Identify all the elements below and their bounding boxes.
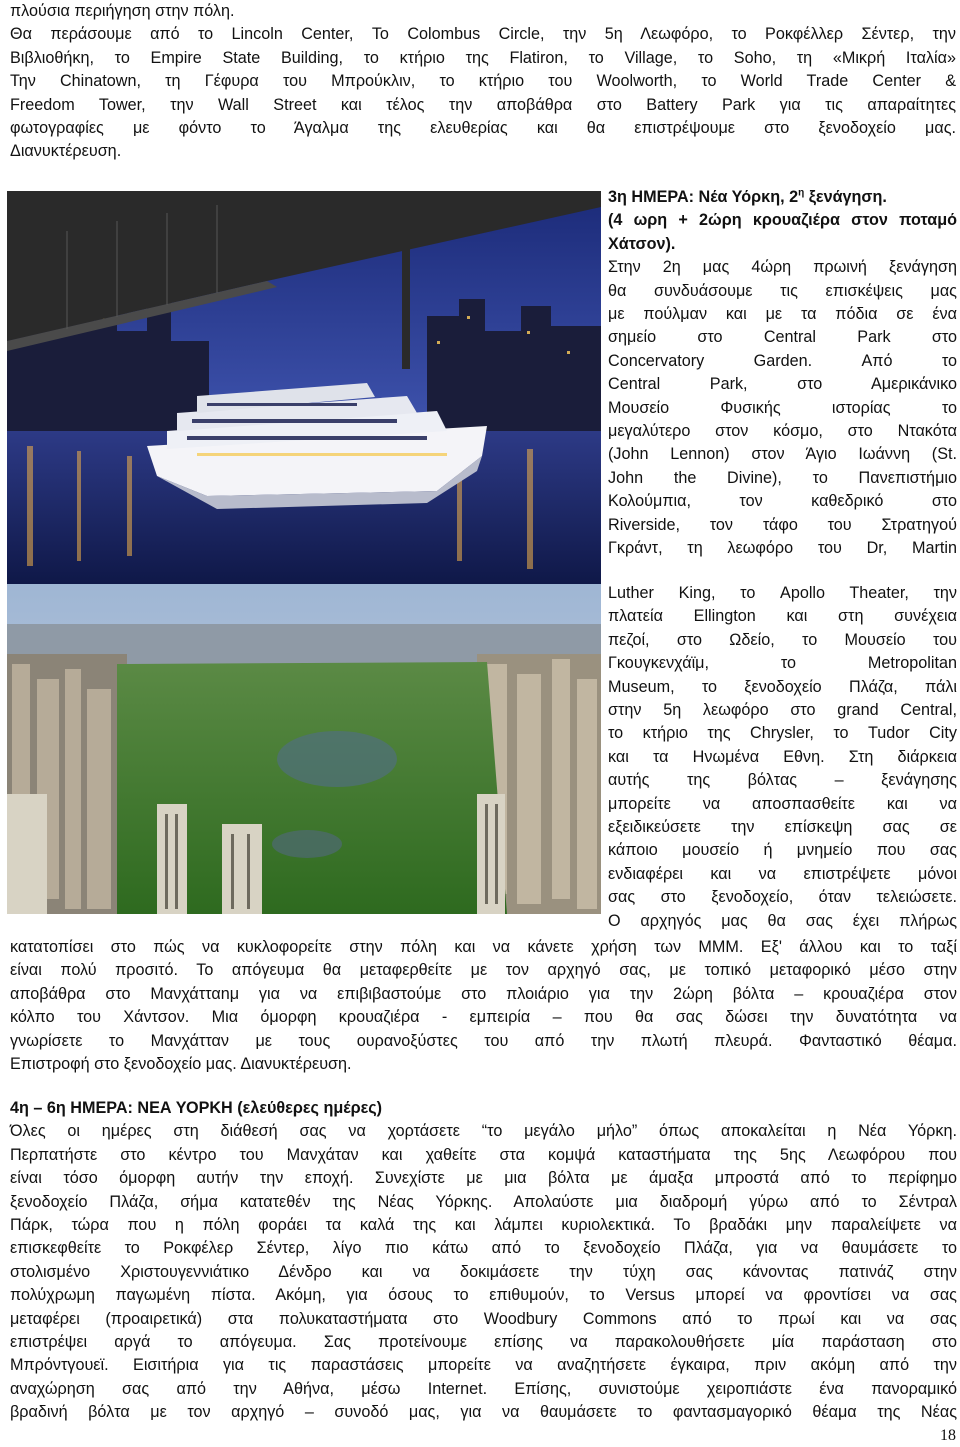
text-line: Περπατήστε στο κέντρο του Μανχάταν και χαθείτε στα κομψά καταστήματα της 5ης Λεωφόρου που <box>10 1145 957 1164</box>
text-line: John the Divine), το Πανεπιστήμιο <box>608 468 957 487</box>
text-line: Στην 2η μας 4ώρη πρωινή ξενάγηση <box>608 258 957 277</box>
day3-heading <box>608 186 957 209</box>
text-line: στην 5η λεωφόρο στο grand Central, <box>608 701 957 720</box>
text-line: γνωρίσετε το Μανχάτταν με τους ουρανοξύστες του από την πλωτή πλευρά. Φανταστικό θέαμα. <box>10 1031 957 1050</box>
text-line: κατατοπίσει στο πώς να κυκλοφορείτε στην πόλη και να κάνετε χρήση των ΜΜΜ. Εξ' άλλου και το ταξί <box>10 938 957 956</box>
text-line: Βιβλιοθήκη, το Empire State Building, το κτήριο της Flatiron, το Village, το Soho, τη «Μικρή Ιταλία» <box>10 48 956 67</box>
text-line: με πούλμαν και με τα πόδια σε ένα <box>608 305 957 324</box>
text-line: Πάρκ, τώρα που η πόλη φοράει τα καλά της και λάμπει κυριολεκτικά. Το βραδάκι μην παραλείψετε να <box>10 1216 957 1235</box>
text-line: το κτήριο της Chrysler, το Tudor City <box>608 724 957 743</box>
text-line: σας στο ξενοδοχείο, όταν τελειώσετε. <box>608 888 957 907</box>
page-number: 18 <box>940 1427 956 1444</box>
text-line: και τα Ηνωμένα Εθνη. Στη διάρκεια <box>608 747 957 766</box>
text-line: πολύχρωμη παγωμένη πίστα. Ακόμη, για όσους το επιθυμούν, το Versus μπορεί να φροντίσει να σας <box>10 1286 957 1305</box>
text-line: Θα περάσουμε από το Lincoln Center, Το Colombus Circle, την 5η Λεωφόρο, το Ροκφέλλερ Σέντερ, την <box>10 25 956 44</box>
day3-subheading: (4 ωρη + 2ώρη κρουαζιέρα στον ποταμό Χάτσον). <box>608 211 957 253</box>
text-line: είναι πολύ προσιτό. Το απόγευμα θα μεταφερθείτε με τον αρχηγό σας, με τοπικό μεταφορικό μέσο στην <box>10 961 957 980</box>
intro-paragraph <box>10 0 956 164</box>
text-line: Μπρόντγουεϊ. Εισιτήρια για τις παραστάσεις μπορείτε να αναζητήσετε έγκαιρα, πριν ακόμη από την <box>10 1356 957 1375</box>
text-line: ξενοδοχείο Πλάζα, σήμα κατατεθέν της Νέας Υόρκης. Απολαύστε μια διαδρομή γύρω από το Σέντραλ <box>10 1192 957 1211</box>
day3-section <box>608 186 957 561</box>
text-line: (John Lennon) στον Άγιο Ιωάννη (St. <box>608 445 957 464</box>
heading-text: ξενάγηση. <box>804 188 887 206</box>
text-line: βραδινή βόλτα με τον αρχηγό – συνοδό μας, για να θαυμάσετε το φαντασμαγορικό θέαμα της Νέας <box>10 1403 957 1422</box>
text-line: επιστρέψει αργά το απόγευμα. Σας προτείνουμε επίσης να παρακολουθήσετε μία παράσταση στο <box>10 1333 957 1352</box>
day3-paragraph-continued <box>608 582 957 933</box>
text-line: εξειδικεύσετε την επίσκεψη σας σε <box>608 818 957 837</box>
text-line: Freedom Tower, την Wall Street και τέλος την αποβάθρα στο Battery Park για τις απαραίτητες <box>10 95 956 114</box>
text-line: στολισμένο Χριστουγεννιάτικο Δένδρο και να δοκιμάσετε την τύχη σας κάνοντας πατινάζ στην <box>10 1262 957 1281</box>
text-line: κόλπο του Χάντσον. Μια όμορφη κρουαζιέρα - εμπειρία – που θα σας δώσει την δυνατότητα να <box>10 1008 957 1027</box>
text-line: πλατεία Ellington και στη συνέχεια <box>608 607 957 626</box>
text-line: Όλες οι ημέρες στη διάθεσή σας να χορτάσετε “το μεγάλο μήλο” όπως αποκαλείται η Νέα Υόρκη. <box>10 1122 957 1141</box>
text-line: αναχώρηση σας από την Αθήνα, μέσω Internet. Επίσης, συνιστούμε χειροπιάστε ένα πανοραμικό <box>10 1379 957 1398</box>
text-line: Concervatory Garden. Από το <box>608 351 957 370</box>
text-line: Central Park, στο Αμερικάνικο <box>608 375 957 394</box>
day4-6-heading: 4η – 6η ΗΜΕΡΑ: ΝΕΑ ΥΟΡΚΗ (ελεύθερες ημέρες) <box>10 1099 383 1117</box>
text-line: μεγαλύτερο στον κόσμο, στο Ντακότα <box>608 422 957 441</box>
text-line: πεζοί, στο Ωδείο, το Μουσείο του <box>608 630 957 649</box>
text-line: ενδιαφέρει και να επιστρέψετε μόνοι <box>608 864 957 883</box>
text-line: επισκεφθείτε το Ροκφέλερ Σέντερ, λίγο πιο κάτω από το ξενοδοχείο Πλάζα, για να θαυμάσετε το <box>10 1239 957 1258</box>
heading-text: 3η ΗΜΕΡΑ: Νέα Υόρκη, 2 <box>608 188 799 206</box>
text-line: μπορείτε να αποσπασθείτε και να <box>608 794 957 813</box>
text-line: Museum, το ξενοδοχείο Πλάζα, πάλι <box>608 677 957 696</box>
text-line: είναι τόσο όμορφη αυτήν την εποχή. Συνεχίστε με μια βόλτα με άμαξα μπροστά από το περίφημο <box>10 1169 957 1188</box>
text-line: Επιστροφή στο ξενοδοχείο μας. Διανυκτέρευση. <box>10 1055 352 1074</box>
text-line: Διανυκτέρευση. <box>10 142 122 161</box>
text-line: Μουσείο Φυσικής ιστορίας το <box>608 398 957 417</box>
text-line: Κολούμπια, τον καθεδρικό στο <box>608 492 957 511</box>
cruise-ship-photo <box>7 191 601 584</box>
text-line: Ο αρχηγός μας θα σας έχει πλήρως <box>608 911 957 930</box>
day3-paragraph-end <box>10 936 957 1076</box>
day4-6-section <box>10 1097 957 1425</box>
text-line: Την Chinatown, τη Γέφυρα του Μπρούκλιν, το κτήριο του Woolworth, το World Trade Center & <box>10 72 956 91</box>
heading-superscript: η <box>798 187 805 199</box>
central-park-photo <box>7 584 601 914</box>
text-line: αποβάθρα στο Μανχάτταnμ για να επιβιβαστούμε στο πλοιάριο για την 2ώρη βόλτα – κρουαζιέρα στον <box>10 984 957 1003</box>
text-line: θα συνδυάσουμε τις επισκέψεις μας <box>608 281 957 300</box>
text-line: πλούσια περιήγηση στην πόλη. <box>10 2 235 20</box>
text-line: σημείο στο Central Park στο <box>608 328 957 347</box>
text-line: αυτής της βόλτας – ξενάγησης <box>608 771 957 790</box>
text-line: Γκουγκενχάϊμ, το Metropolitan <box>608 654 957 673</box>
text-line: φωτογραφίες με φόντο το Άγαλμα της ελευθερίας και θα επιστρέψουμε στο ξενοδοχείο μας. <box>10 119 956 138</box>
text-line: κάποιο μουσείο ή μνημείο που σας <box>608 841 957 860</box>
text-line: Luther King, το Apollo Theater, την <box>608 584 957 602</box>
text-line: μεταφέρει (προαιρετικά) στα πολυκαταστήματα στο Woodbury Commons από το πρωί και να σας <box>10 1309 957 1328</box>
text-line: Riverside, τον τάφο του Στρατηγού <box>608 515 957 534</box>
text-line: Γκράντ, τη λεωφόρο του Dr, Martin <box>608 539 957 558</box>
day3-paragraph <box>608 256 957 560</box>
